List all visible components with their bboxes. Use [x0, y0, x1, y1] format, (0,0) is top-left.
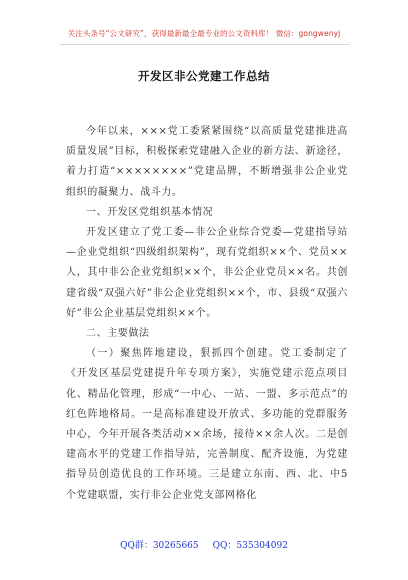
intro-paragraph: 今年以来，×××党工委紧紧围绕“以高质量党建推进高质量发展”目标，积极探索党建融入企业的新方法、新途径，着力打造“××××××××”党建品牌，不断增强非公企业党组织的凝聚力、战斗力。 [66, 126, 348, 198]
document-body [66, 122, 348, 506]
section-2-paragraph: （一）聚焦阵地建设，狠抓四个创建。党工委制定了《开发区基层党建提升年专项方案》，实施党建示范点项目化、精品化管理，形成“一中心、一站、一盟、多示范点”的红色阵地格局。一是高标准建设开放式、多功能的党群服务中心，今年开展各类活动××余场，接待××余人次。二是创建高水平的党建工作指导站，完善制度、配齐设施，为党建指导员创造优良的工作环境。三是建立东南、西、北、中5个党建联盟，实行非公企业党支部网格化 [66, 348, 348, 501]
promo-banner: 关注头条号“公文研究”，获得最新最全最专业的公文资料库！ 微信：gongwenyj [67, 29, 341, 38]
section-1-paragraph: 开发区建立了党工委—非公企业综合党委—党建指导站—企业党组织“四级组织架构”，现有党组织××个、党员××人，其中非公企业党组织××个，非公企业党员××名。共创建省级“双强六好”非公企业党组织××个，市、县级“双强六好”非公企业基层党组织××个。 [66, 227, 348, 319]
qq-number: QQ：535304092 [212, 541, 288, 551]
document-title: 开发区非公党建工作总结 [138, 69, 270, 83]
qq-group-number: QQ群：30265665 [120, 541, 199, 551]
contact-footer [0, 538, 408, 551]
header-divider [60, 44, 350, 45]
section-heading-2: 二、主要做法 [86, 328, 150, 340]
section-heading-1: 一、开发区党组织基本情况 [86, 206, 214, 218]
